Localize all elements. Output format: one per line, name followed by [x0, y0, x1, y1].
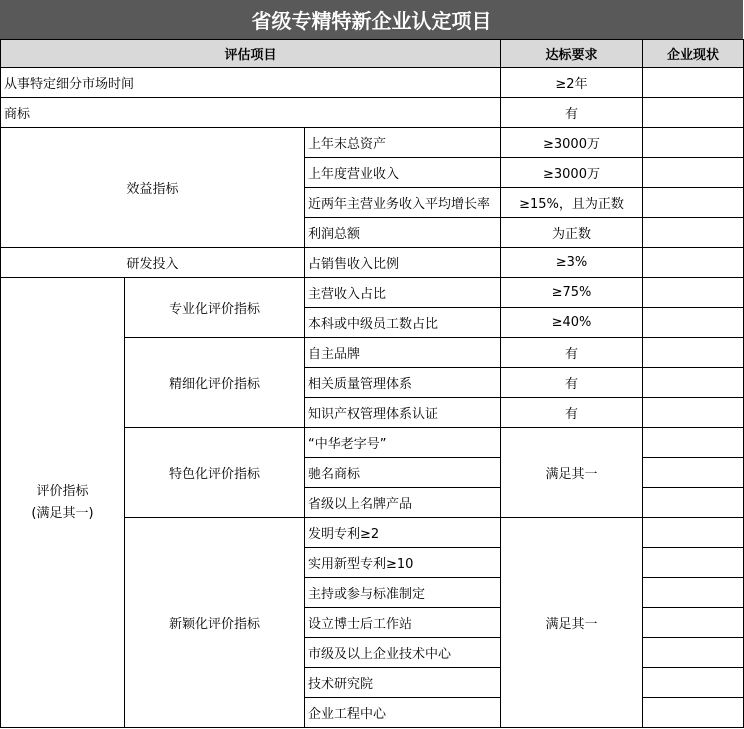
item-cell: 利润总额	[305, 218, 501, 248]
row-label: 从事特定细分市场时间	[1, 68, 501, 98]
header-status: 企业现状	[643, 40, 744, 68]
item-cell: 自主品牌	[305, 338, 501, 368]
certification-table	[0, 39, 744, 728]
requirement-cell: ≥3000万	[501, 128, 643, 158]
item-cell: 本科或中级员工数占比	[305, 308, 501, 338]
status-cell[interactable]	[643, 308, 744, 338]
table-row	[1, 68, 744, 98]
status-cell[interactable]	[643, 488, 744, 518]
header-item: 评估项目	[1, 40, 501, 68]
item-cell: 主持或参与标准制定	[305, 578, 501, 608]
item-cell: 上年末总资产	[305, 128, 501, 158]
item-cell: 相关质量管理体系	[305, 368, 501, 398]
table-row	[1, 278, 744, 308]
status-cell[interactable]	[643, 218, 744, 248]
item-cell: 上年度营业收入	[305, 158, 501, 188]
status-cell[interactable]	[643, 698, 744, 728]
item-cell: 市级及以上企业技术中心	[305, 638, 501, 668]
requirement-cell: 有	[501, 368, 643, 398]
subgroup-label: 精细化评价指标	[125, 338, 305, 428]
status-cell[interactable]	[643, 338, 744, 368]
status-cell[interactable]	[643, 188, 744, 218]
subgroup-label: 新颖化评价指标	[125, 518, 305, 728]
status-cell[interactable]	[643, 158, 744, 188]
item-cell: 近两年主营业务收入平均增长率	[305, 188, 501, 218]
item-cell: 企业工程中心	[305, 698, 501, 728]
table-row	[1, 128, 744, 158]
item-cell: “中华老字号”	[305, 428, 501, 458]
item-cell: 技术研究院	[305, 668, 501, 698]
requirement-cell: 有	[501, 98, 643, 128]
status-cell[interactable]	[643, 98, 744, 128]
subgroup-label: 专业化评价指标	[125, 278, 305, 338]
header-requirement: 达标要求	[501, 40, 643, 68]
status-cell[interactable]	[643, 248, 744, 278]
item-cell: 省级以上名牌产品	[305, 488, 501, 518]
eval-sublabel: (满足其一)	[31, 505, 94, 521]
status-cell[interactable]	[643, 278, 744, 308]
status-cell[interactable]	[643, 68, 744, 98]
status-cell[interactable]	[643, 608, 744, 638]
item-cell: 发明专利≥2	[305, 518, 501, 548]
header-row	[1, 40, 744, 68]
requirement-cell: 为正数	[501, 218, 643, 248]
item-cell: 实用新型专利≥10	[305, 548, 501, 578]
eval-group-label	[1, 278, 125, 728]
table-row	[1, 248, 744, 278]
status-cell[interactable]	[643, 428, 744, 458]
requirement-cell: ≥15%，且为正数	[501, 188, 643, 218]
table-row	[1, 98, 744, 128]
requirement-cell: ≥3000万	[501, 158, 643, 188]
eval-label: 评价指标	[36, 483, 89, 499]
item-cell: 驰名商标	[305, 458, 501, 488]
status-cell[interactable]	[643, 458, 744, 488]
requirement-cell: 满足其一	[501, 518, 643, 728]
requirement-cell: ≥3%	[501, 248, 643, 278]
item-cell: 知识产权管理体系认证	[305, 398, 501, 428]
requirement-cell: 满足其一	[501, 428, 643, 518]
status-cell[interactable]	[643, 638, 744, 668]
status-cell[interactable]	[643, 518, 744, 548]
group-label: 研发投入	[1, 248, 305, 278]
requirement-cell: ≥75%	[501, 278, 643, 308]
requirement-cell: ≥40%	[501, 308, 643, 338]
subgroup-label: 特色化评价指标	[125, 428, 305, 518]
requirement-cell: 有	[501, 338, 643, 368]
status-cell[interactable]	[643, 398, 744, 428]
requirement-cell: 有	[501, 398, 643, 428]
status-cell[interactable]	[643, 668, 744, 698]
status-cell[interactable]	[643, 548, 744, 578]
status-cell[interactable]	[643, 578, 744, 608]
row-label: 商标	[1, 98, 501, 128]
group-label: 效益指标	[1, 128, 305, 248]
item-cell: 设立博士后工作站	[305, 608, 501, 638]
item-cell: 占销售收入比例	[305, 248, 501, 278]
page-title: 省级专精特新企业认定项目	[0, 0, 743, 39]
item-cell: 主营收入占比	[305, 278, 501, 308]
requirement-cell: ≥2年	[501, 68, 643, 98]
status-cell[interactable]	[643, 128, 744, 158]
status-cell[interactable]	[643, 368, 744, 398]
